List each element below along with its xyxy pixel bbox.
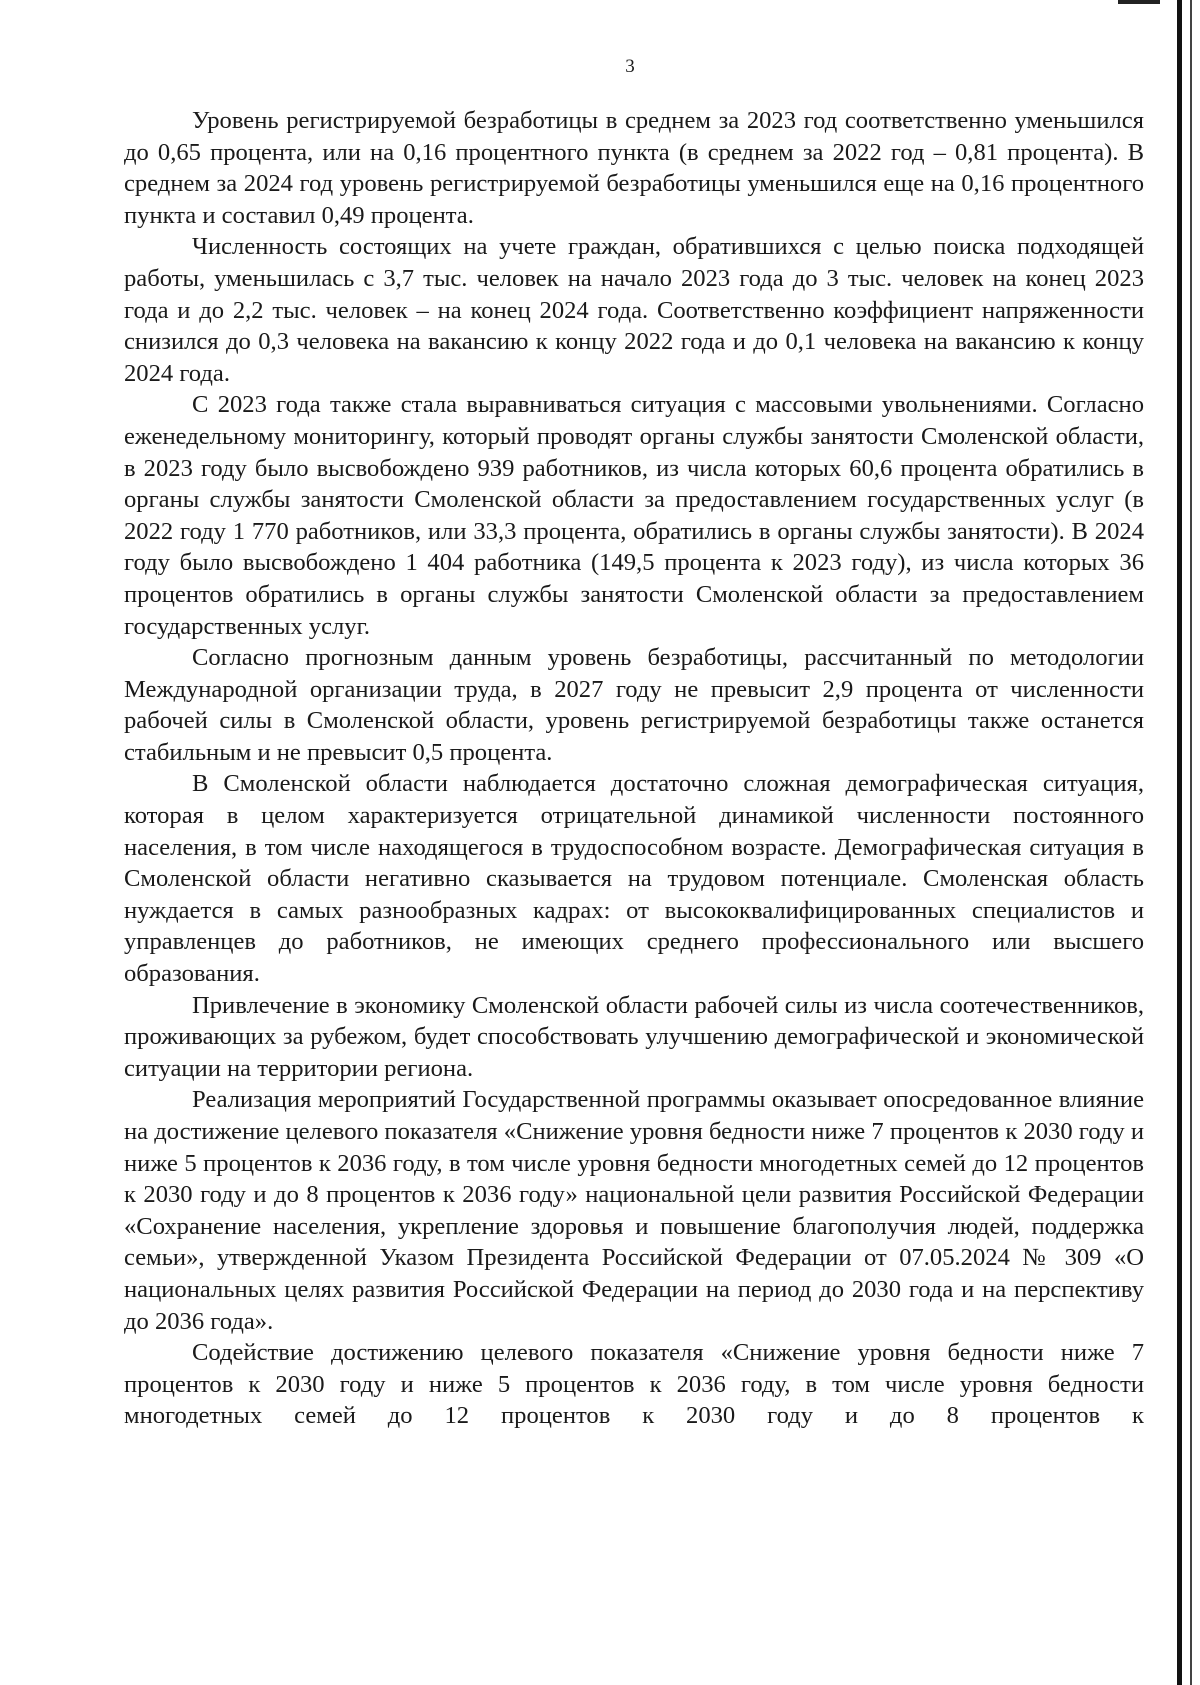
paragraph-registered-citizens: Численность состоящих на учете граждан, обратившихся с целью поиска подходящей работы, уменьшилась с 3,7 тыс. человек на начало 2023 года до 3 тыс. человек на конец 2023 года и до 2,2 тыс. человек – на конец 2024 года. Соответственно коэффициент напряженности снизился до 0,3 человека на вакансию к концу 2022 года и до 0,1 человека на вакансию к концу 2024 года. [124, 233, 1144, 387]
paragraph-forecast: Согласно прогнозным данным уровень безработицы, рассчитанный по методологии Международной организации труда, в 2027 году не превысит 2,9 процента от численности рабочей силы в Смоленской области, уровень регистрируемой безработицы также останется стабильным и не превысит 0,5 процента. [124, 644, 1144, 766]
page-number: 3 [625, 56, 635, 77]
scan-border-right [1177, 0, 1182, 1685]
scan-border-right-thin [1190, 0, 1192, 1685]
scan-border-top-mark [1118, 0, 1160, 4]
paragraph-program-implementation: Реализация мероприятий Государственной программы оказывает опосредованное влияние на достижение целевого показателя «Снижение уровня бедности ниже 7 процентов к 2030 году и ниже 5 процентов к 2036 году, в том числе уровня бедности многодетных семей до 12 процентов к 2030 году и до 8 процентов к 2036 году» национальной цели развития Российской Федерации «Сохранение населения, укрепление здоровья и повышение благополучия людей, поддержка семьи», утвержденной Указом Президента Российской Федерации от 07.05.2024 № 309 «О национальных целях развития Российской Федерации на период до 2030 года и на перспективу до 2036 года». [124, 1086, 1144, 1335]
paragraph-unemployment-rate: Уровень регистрируемой безработицы в среднем за 2023 год соответственно уменьшился до 0,65 процента, или на 0,16 процентного пункта (в среднем за 2022 год – 0,81 процента). В среднем за 2024 год уровень регистрируемой безработицы уменьшился еще на 0,16 процентного пункта и составил 0,49 процента. [124, 107, 1144, 229]
paragraph-compatriots: Привлечение в экономику Смоленской области рабочей силы из числа соотечественников, проживающих за рубежом, будет способствовать улучшению демографической и экономической ситуации на территории региона. [124, 991, 1144, 1082]
paragraph-mass-layoffs: С 2023 года также стала выравниваться ситуация с массовыми увольнениями. Согласно еженедельному мониторингу, который проводят органы службы занятости Смоленской области, в 2023 году было высвобождено 939 работников, из числа которых 60,6 процента обратились в органы службы занятости Смоленской области за предоставлением государственных услуг (в 2022 году 1 770 работников, или 33,3 процента, обратились в органы службы занятости). В 2024 году было высвобождено 1 404 работника (149,5 процента к 2023 году), из числа которых 36 процентов обратились в органы службы занятости Смоленской области за предоставлением государственных услуг. [124, 391, 1144, 640]
paragraph-demography: В Смоленской области наблюдается достаточно сложная демографическая ситуация, которая в целом характеризуется отрицательной динамикой численности постоянного населения, в том числе находящегося в трудоспособном возрасте. Демографическая ситуация в Смоленской области негативно сказывается на трудовом потенциале. Смоленская область нуждается в самых разнообразных кадрах: от высококвалифицированных специалистов и управленцев до работников, не имеющих среднего профессионального или высшего образования. [124, 770, 1144, 988]
document-body [124, 105, 1144, 1432]
paragraph-target-indicator: Содействие достижению целевого показателя «Снижение уровня бедности ниже 7 процентов к 2030 году и ниже 5 процентов к 2036 году, в том числе уровня бедности многодетных семей до 12 процентов к 2030 году и до 8 процентов к [124, 1339, 1144, 1430]
